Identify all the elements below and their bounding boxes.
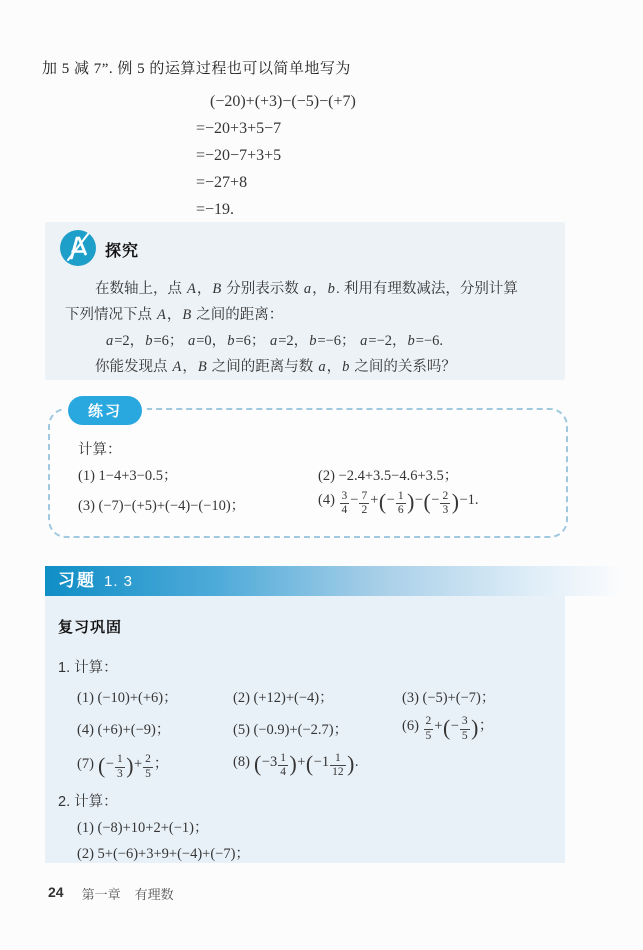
chapter-title: 第一章 — [81, 887, 121, 902]
exercise-panel — [45, 596, 565, 863]
exercise-item: (3) (−5)+(−7)； — [402, 690, 496, 706]
exercise-item: (8) (−3 $\frac{1}{4}$ )+(−1 $\frac{1}{12}$ ). — [233, 751, 359, 779]
explore-line: a=2，b=6； a=0，b=6； a=2，b=−6； a=−2，b=−6. — [106, 333, 444, 349]
exercise-item: (2) (+12)+(−4)； — [233, 690, 334, 706]
derivation-step: =−27+8 — [196, 174, 248, 191]
exercise-item: (4) (+6)+(−9)； — [77, 722, 171, 738]
exercise-subtitle: 复习巩固 — [58, 619, 123, 636]
practice-item: (4) $\frac{3}{4}$ − $\frac{7}{2}$ +(− $\frac{1}{6}$ )−(− $\frac{2}{3}$ )−1. — [318, 489, 479, 517]
explore-title: 探究 — [105, 243, 140, 260]
derivation-step: =−19. — [196, 201, 235, 218]
practice-badge: 练习 — [68, 396, 142, 425]
explore-line: 你能发现点 A，B 之间的距离与数 a，b 之间的关系吗？ — [95, 359, 456, 375]
page-number: 24 — [48, 884, 64, 900]
explore-line: 下列情况下点 A，B 之间的距离： — [65, 307, 284, 323]
derivation-step: =−20+3+5−7 — [196, 120, 282, 137]
practice-panel — [48, 403, 568, 538]
practice-prompt: 计算： — [78, 442, 122, 458]
explore-text — [65, 276, 553, 380]
derivation-step: =−20−7+3+5 — [196, 147, 282, 164]
exercise-item: (5) (−0.9)+(−2.7)； — [233, 722, 349, 738]
exercise-item: (1) (−10)+(+6)； — [77, 690, 178, 706]
page-footer — [48, 884, 174, 903]
explore-panel — [45, 222, 565, 380]
exercise-item: (2) 5+(−6)+3+9+(−4)+(−7)； — [77, 846, 250, 862]
compass-icon — [59, 229, 97, 267]
exercise-item: (7) (− $\frac{1}{3}$ )+ $\frac{2}{5}$ ； — [77, 753, 169, 780]
book-title: 有理数 — [134, 887, 174, 902]
derivation-expression: (−20)+(+3)−(−5)−(+7) — [210, 93, 356, 110]
exercise-item: (6) $\frac{2}{5}$ +(− $\frac{3}{5}$ )； — [402, 715, 494, 742]
question-label: 1. 计算： — [58, 660, 118, 676]
exercise-item: (1) (−8)+10+2+(−1)； — [77, 820, 209, 836]
exercise-number: 1. 3 — [104, 573, 134, 590]
exercise-header — [45, 566, 623, 596]
intro-paragraph: 加 5 减 7”. 例 5 的运算过程也可以简单地写为 — [42, 61, 351, 77]
practice-item: (1) 1−4+3−0.5； — [78, 468, 178, 484]
question-label: 2. 计算： — [58, 794, 118, 810]
practice-item: (3) (−7)−(+5)+(−4)−(−10)； — [78, 498, 246, 514]
explore-line: 在数轴上，点 A，B 分别表示数 a，b. 利用有理数减法，分别计算 — [95, 281, 518, 297]
exercise-title: 习题 — [58, 571, 96, 590]
practice-item: (2) −2.4+3.5−4.6+3.5； — [318, 468, 459, 484]
example-derivation — [196, 88, 356, 223]
